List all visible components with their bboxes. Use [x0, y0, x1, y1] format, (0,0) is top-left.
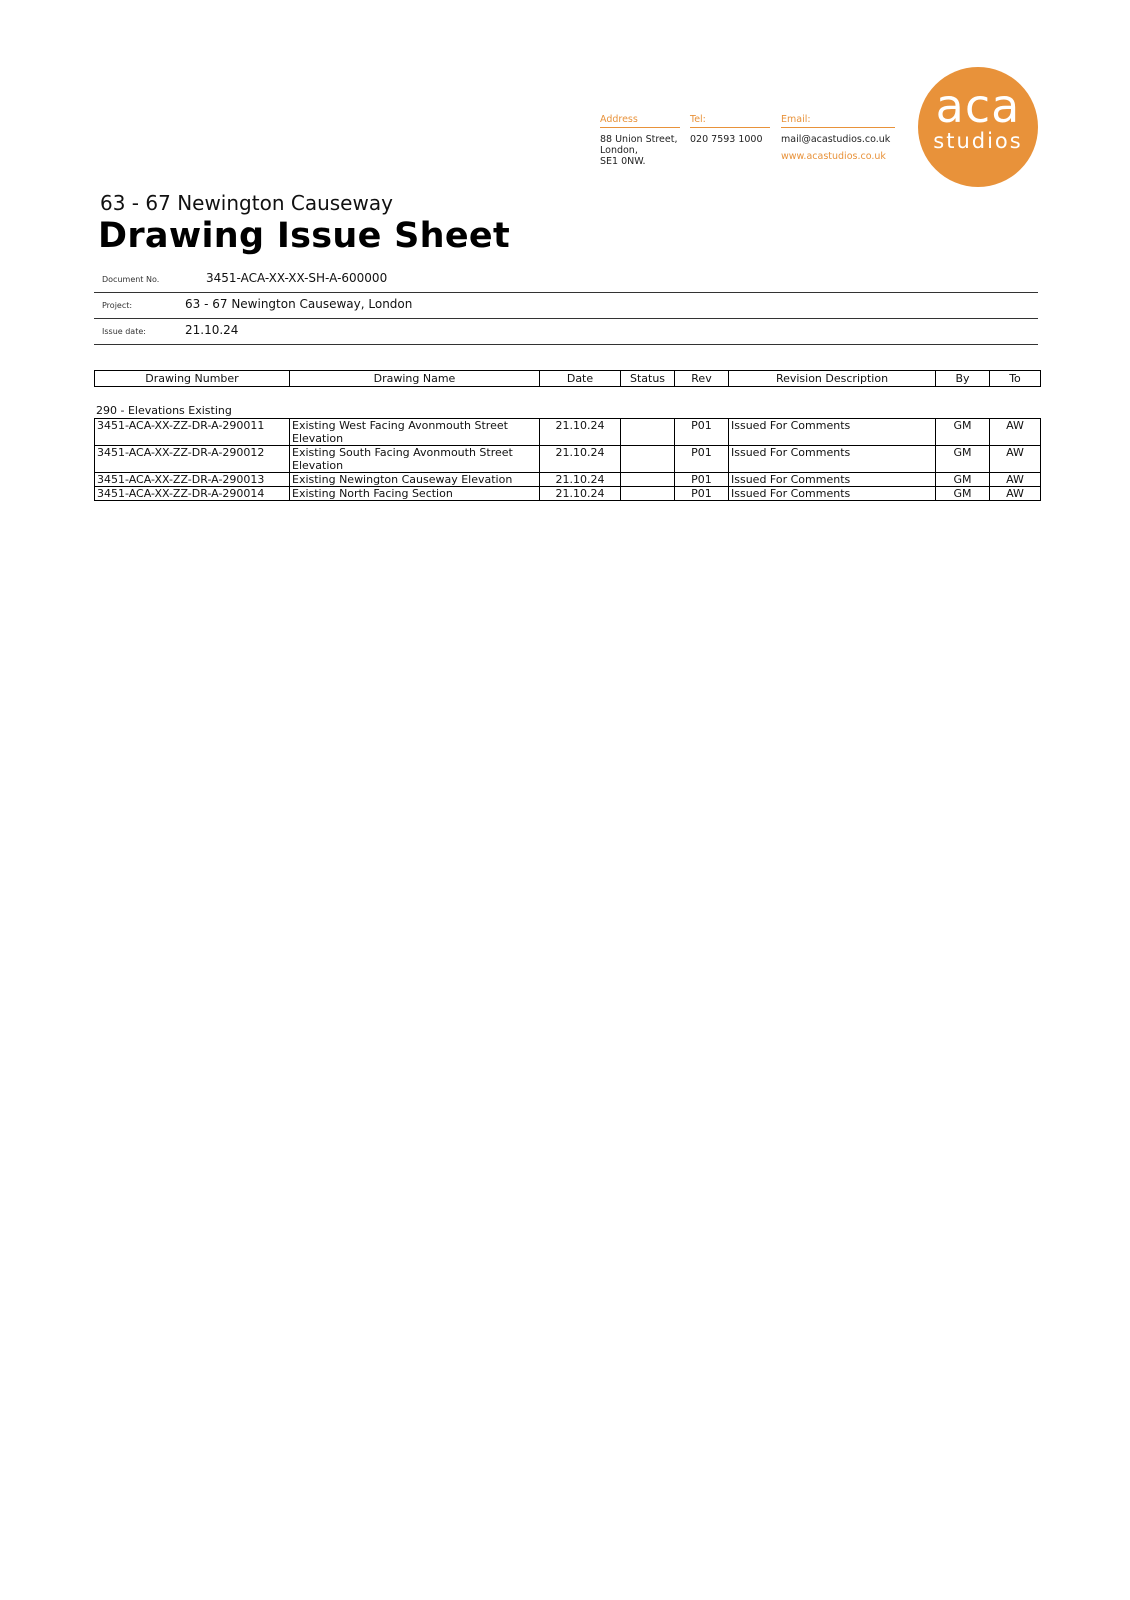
description-cell: Issued For Comments	[729, 446, 936, 473]
company-logo	[918, 67, 1038, 187]
address-value	[600, 134, 680, 167]
date-cell: 21.10.24	[540, 446, 621, 473]
project-subtitle: 63 - 67 Newington Causeway	[100, 191, 393, 215]
drawing-name-cell: Existing North Facing Section	[290, 487, 540, 501]
to-cell: AW	[990, 487, 1041, 501]
meta-row-document-no	[94, 266, 1038, 293]
drawing-name-cell: Existing Newington Causeway Elevation	[290, 473, 540, 487]
drawing-name-cell: Existing West Facing Avonmouth Street Elevation	[290, 419, 540, 446]
status-cell	[621, 446, 675, 473]
column-header: By	[936, 371, 990, 387]
rev-cell: P01	[675, 419, 729, 446]
drawing-table	[94, 418, 1041, 501]
rev-cell: P01	[675, 446, 729, 473]
meta-row-issue-date	[94, 318, 1038, 345]
meta-row-project	[94, 292, 1038, 319]
tel-block	[690, 114, 770, 145]
address-block	[600, 114, 680, 167]
rev-cell: P01	[675, 487, 729, 501]
logo-text-studios: studios	[933, 129, 1023, 153]
website-link[interactable]: www.acastudios.co.uk	[781, 151, 886, 162]
issue-date-label: Issue date:	[102, 327, 146, 336]
drawing-name-cell: Existing South Facing Avonmouth Street Elevation	[290, 446, 540, 473]
table-row[interactable]	[95, 419, 1041, 446]
column-header: Rev	[675, 371, 729, 387]
by-cell: GM	[936, 419, 990, 446]
address-line: 88 Union Street,	[600, 134, 678, 145]
column-header: Revision Description	[729, 371, 936, 387]
by-cell: GM	[936, 487, 990, 501]
column-header: Status	[621, 371, 675, 387]
group-label: 290 - Elevations Existing	[96, 404, 232, 417]
date-cell: 21.10.24	[540, 473, 621, 487]
date-cell: 21.10.24	[540, 419, 621, 446]
to-cell: AW	[990, 473, 1041, 487]
column-header-table	[94, 370, 1041, 387]
date-cell: 21.10.24	[540, 487, 621, 501]
document-no-value: 3451-ACA-XX-XX-SH-A-600000	[206, 271, 388, 285]
rev-cell: P01	[675, 473, 729, 487]
description-cell: Issued For Comments	[729, 473, 936, 487]
email-value[interactable]: mail@acastudios.co.uk	[781, 134, 891, 145]
tel-value: 020 7593 1000	[690, 134, 763, 145]
tel-label: Tel:	[690, 114, 770, 128]
table-row[interactable]	[95, 446, 1041, 473]
status-cell	[621, 419, 675, 446]
drawing-number-cell: 3451-ACA-XX-ZZ-DR-A-290012	[95, 446, 290, 473]
project-value: 63 - 67 Newington Causeway, London	[185, 297, 413, 311]
address-line: London,	[600, 145, 638, 156]
project-label: Project:	[102, 301, 133, 310]
issue-date-value: 21.10.24	[185, 323, 239, 337]
page-title: Drawing Issue Sheet	[98, 216, 510, 256]
drawing-number-cell: 3451-ACA-XX-ZZ-DR-A-290013	[95, 473, 290, 487]
document-no-label: Document No.	[102, 275, 160, 284]
address-label: Address	[600, 114, 680, 128]
column-header: Drawing Number	[95, 371, 290, 387]
email-block	[781, 114, 895, 162]
drawing-number-cell: 3451-ACA-XX-ZZ-DR-A-290014	[95, 487, 290, 501]
to-cell: AW	[990, 446, 1041, 473]
by-cell: GM	[936, 473, 990, 487]
status-cell	[621, 487, 675, 501]
column-header: Date	[540, 371, 621, 387]
by-cell: GM	[936, 446, 990, 473]
status-cell	[621, 473, 675, 487]
column-header: To	[990, 371, 1041, 387]
header-row	[95, 371, 1041, 387]
column-header: Drawing Name	[290, 371, 540, 387]
table-row[interactable]	[95, 487, 1041, 501]
table-row[interactable]	[95, 473, 1041, 487]
address-line: SE1 0NW.	[600, 156, 646, 167]
to-cell: AW	[990, 419, 1041, 446]
drawing-number-cell: 3451-ACA-XX-ZZ-DR-A-290011	[95, 419, 290, 446]
description-cell: Issued For Comments	[729, 419, 936, 446]
description-cell: Issued For Comments	[729, 487, 936, 501]
logo-text-aca: aca	[935, 79, 1021, 133]
email-label: Email:	[781, 114, 895, 128]
